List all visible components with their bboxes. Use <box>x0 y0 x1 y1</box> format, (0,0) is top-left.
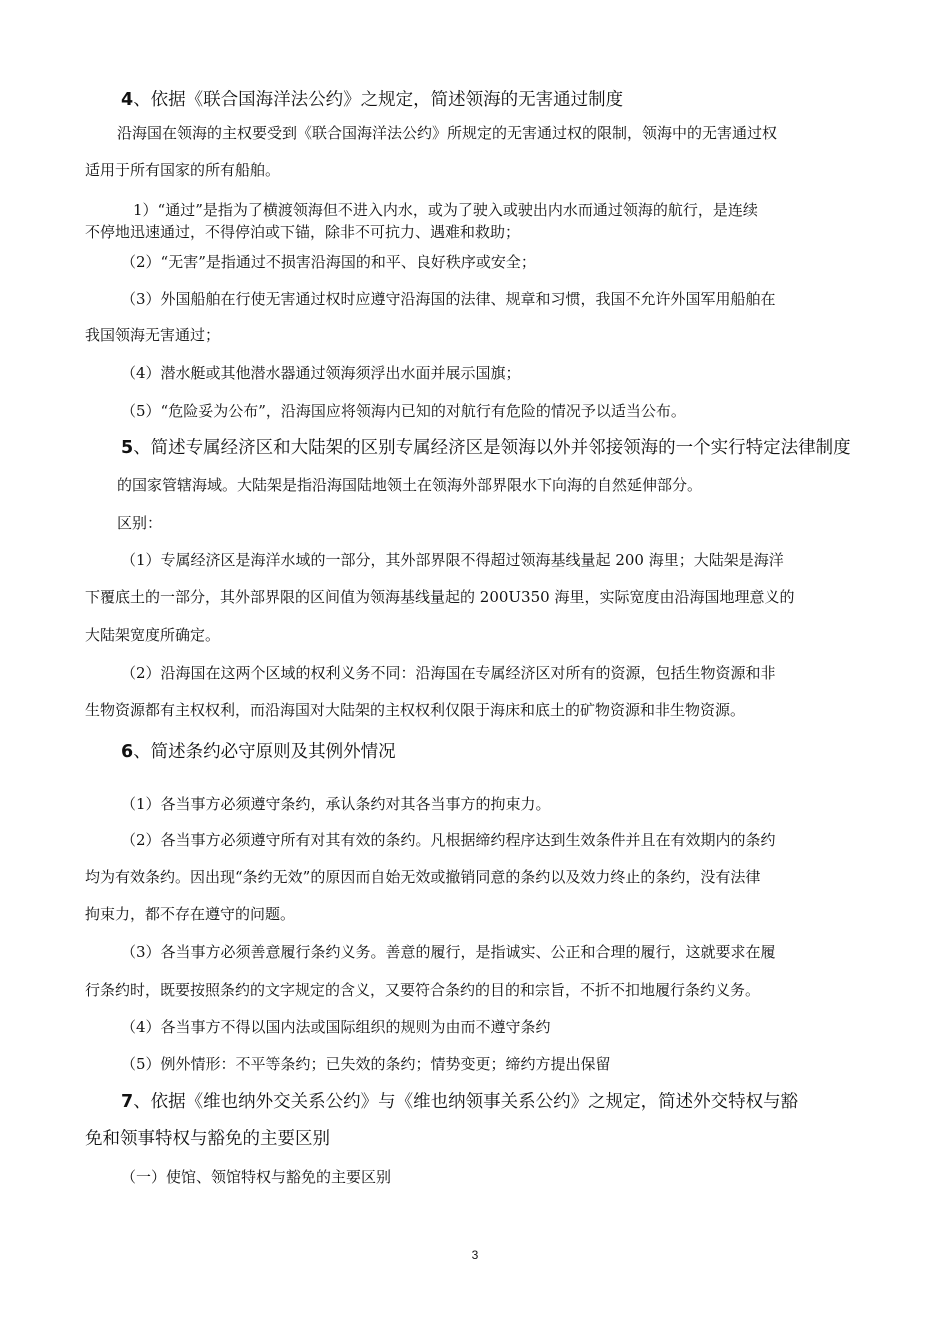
paragraph-line: （5）例外情形：不平等条约；已失效的条约；情势变更；缔约方提出保留 <box>121 1055 611 1073</box>
section-heading-6 <box>121 744 396 762</box>
heading-text: 、简述专属经济区和大陆架的区别专属经济区是领海以外并邻接领海的一个实行特定法律制度 <box>133 438 851 458</box>
paragraph-line: 下覆底土的一部分，其外部界限的区间值为领海基线量起的 200U350 海里，实际宽度由沿海国地理意义的 <box>85 588 795 606</box>
heading-text: 、简述条约必守原则及其例外情况 <box>133 742 396 762</box>
paragraph-line: 我国领海无害通过； <box>85 326 221 344</box>
paragraph-line: （一）使馆、领馆特权与豁免的主要区别 <box>121 1168 392 1186</box>
paragraph-line: （2）“无害”是指通过不损害沿海国的和平、良好秩序或安全； <box>121 253 536 271</box>
paragraph-line: 行条约时，既要按照条约的文字规定的含义，又要符合条约的目的和宗旨，不折不扣地履行条约义务。 <box>85 981 761 999</box>
paragraph-line: （5）“危险妥为公布”，沿海国应将领海内已知的对航行有危险的情况予以适当公布。 <box>121 402 686 420</box>
section-heading-7 <box>121 1094 798 1112</box>
paragraph-line: 均为有效条约。因出现“条约无效”的原因而自始无效或撤销同意的条约以及效力终止的条约，没有法律 <box>85 868 761 886</box>
paragraph-line: 生物资源都有主权权利，而沿海国对大陆架的主权权利仅限于海床和底土的矿物资源和非生物资源。 <box>85 701 746 719</box>
section-heading-5 <box>121 440 851 458</box>
heading-number: 6 <box>121 742 134 762</box>
paragraph-line: （4）各当事方不得以国内法或国际组织的规则为由而不遵守条约 <box>121 1018 551 1036</box>
paragraph-line: （3）外国船舶在行使无害通过权时应遵守沿海国的法律、规章和习惯，我国不允许外国军用船舶在 <box>121 290 776 308</box>
heading-number: 7 <box>121 1092 134 1112</box>
paragraph-line: （3）各当事方必须善意履行条约义务。善意的履行，是指诚实、公正和合理的履行，这就要求在履 <box>121 943 776 961</box>
paragraph-line: （1）专属经济区是海洋水域的一部分，其外部界限不得超过领海基线量起 200 海里；大陆架是海洋 <box>121 551 784 569</box>
page-number: 3 <box>471 1248 479 1262</box>
paragraph-line: 不停地迅速通过，不得停泊或下锚，除非不可抗力、遇难和救助； <box>85 223 521 241</box>
heading-number: 5 <box>121 438 134 458</box>
paragraph-line: 拘束力，都不存在遵守的问题。 <box>85 905 296 923</box>
paragraph-line: 区别： <box>117 514 163 532</box>
paragraph-line: 1）“通过”是指为了横渡领海但不进入内水，或为了驶入或驶出内水而通过领海的航行，是连续 <box>133 201 758 219</box>
heading-text: 、依据《维也纳外交关系公约》与《维也纳领事关系公约》之规定，简述外交特权与豁 <box>133 1092 799 1112</box>
section-heading-4 <box>121 92 623 110</box>
heading-number: 4 <box>121 90 134 110</box>
paragraph-line: （2）沿海国在这两个区域的权利义务不同：沿海国在专属经济区对所有的资源，包括生物资源和非 <box>121 664 776 682</box>
paragraph-line: 沿海国在领海的主权要受到《联合国海洋法公约》所规定的无害通过权的限制，领海中的无害通过权 <box>117 124 778 142</box>
paragraph-line: 的国家管辖海域。大陆架是指沿海国陆地领土在领海外部界限水下向海的自然延伸部分。 <box>117 476 703 494</box>
paragraph-line: （1）各当事方必须遵守条约，承认条约对其各当事方的拘束力。 <box>121 795 551 813</box>
heading-continuation: 免和领事特权与豁免的主要区别 <box>85 1129 330 1149</box>
paragraph-line: 适用于所有国家的所有船舶。 <box>85 161 281 179</box>
heading-text: 、依据《联合国海洋法公约》之规定，简述领海的无害通过制度 <box>133 90 624 110</box>
paragraph-line: （2）各当事方必须遵守所有对其有效的条约。凡根据缔约程序达到生效条件并且在有效期内的条约 <box>121 831 776 849</box>
paragraph-line: 大陆架宽度所确定。 <box>85 626 221 644</box>
paragraph-line: （4）潜水艇或其他潜水器通过领海须浮出水面并展示国旗； <box>121 364 521 382</box>
